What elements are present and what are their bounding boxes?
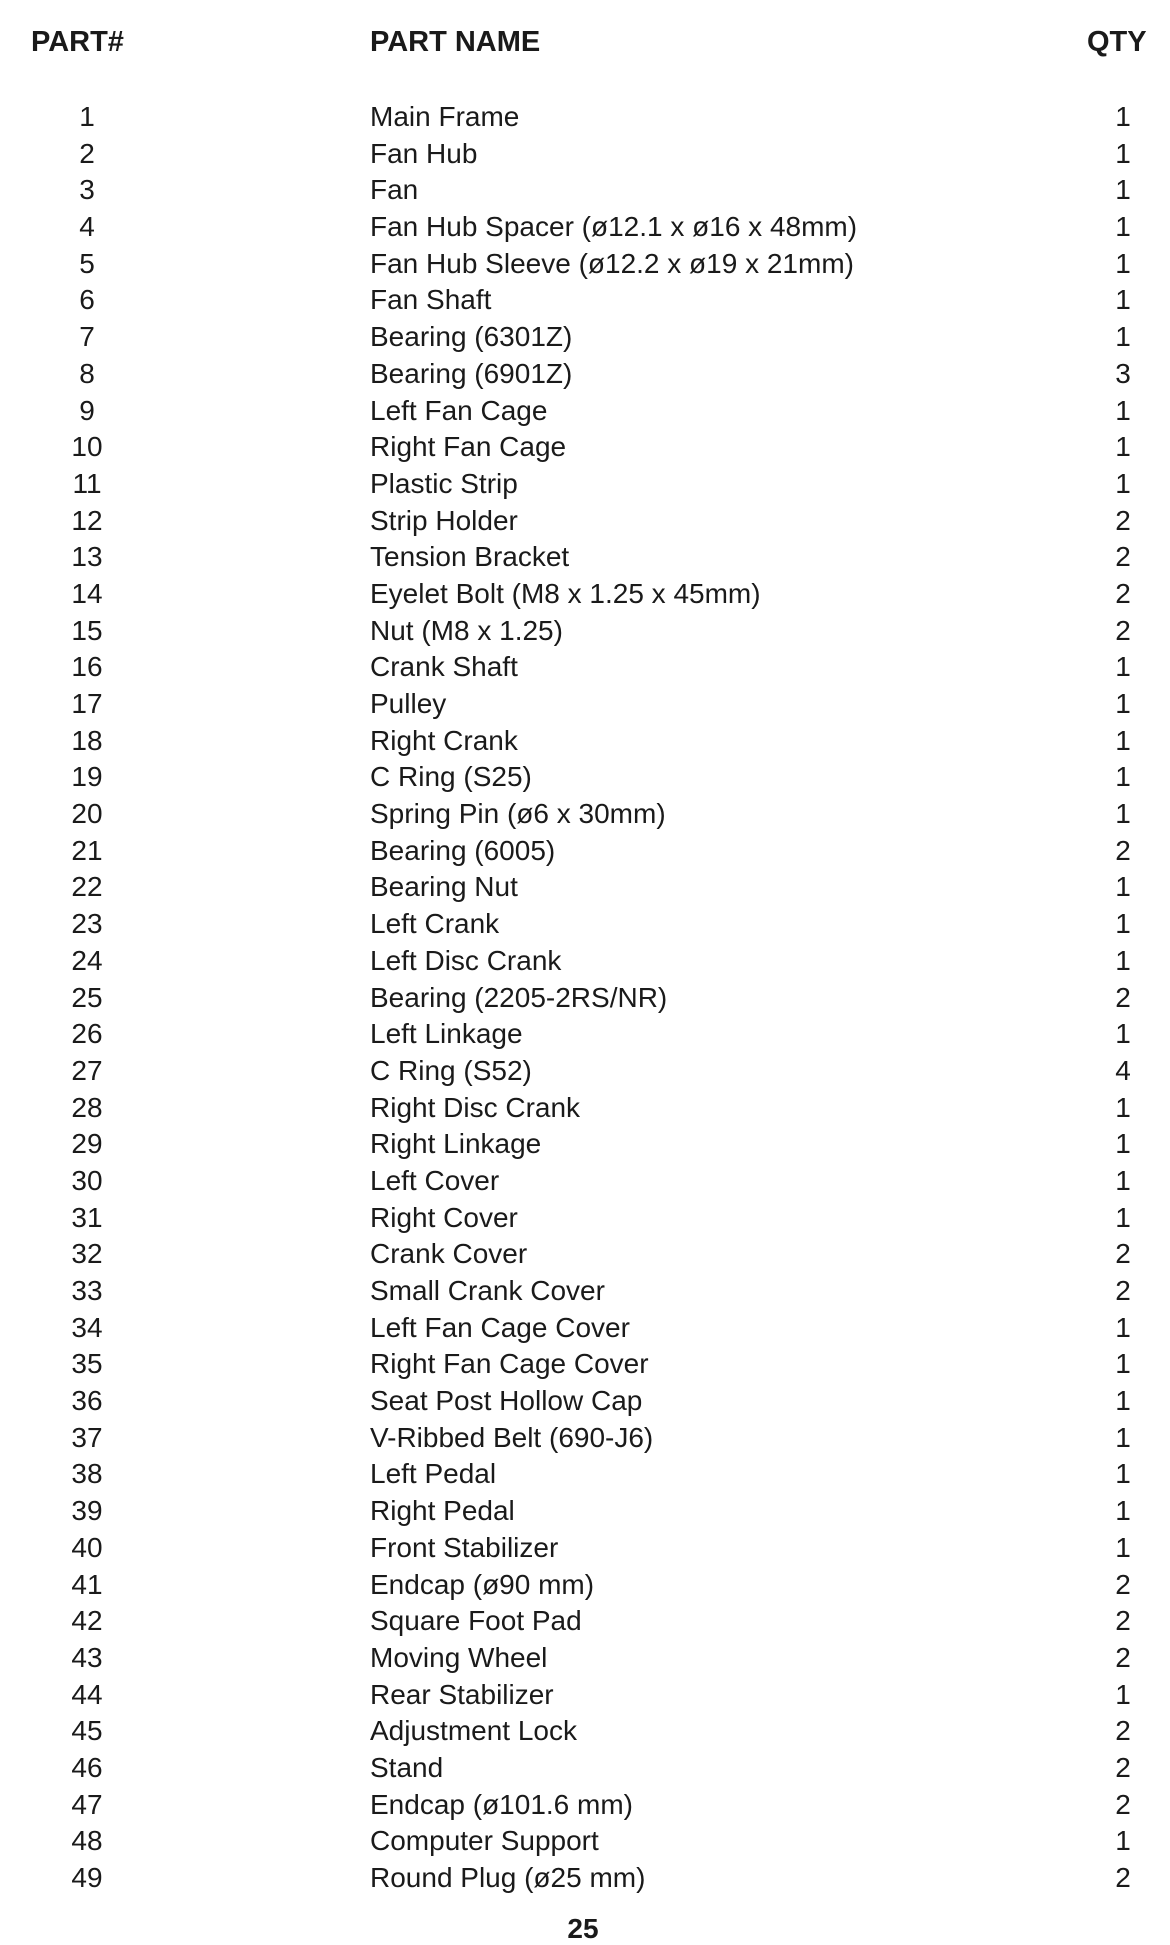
part-number: 6 (79, 284, 95, 316)
part-name: Eyelet Bolt (M8 x 1.25 x 45mm) (370, 577, 761, 609)
part-qty: 1 (1115, 394, 1131, 426)
part-qty: 1 (1115, 1495, 1131, 1527)
table-row (0, 1420, 1170, 1457)
part-name: Crank Cover (370, 1238, 528, 1270)
part-qty: 2 (1115, 1788, 1131, 1820)
part-name: Square Foot Pad (370, 1605, 582, 1637)
part-qty: 1 (1115, 1421, 1131, 1453)
part-number: 42 (71, 1605, 103, 1637)
part-number: 11 (72, 467, 102, 499)
table-row (0, 1236, 1170, 1273)
part-number: 49 (71, 1862, 103, 1893)
part-qty: 1 (1115, 174, 1131, 206)
part-number: 44 (71, 1678, 103, 1710)
part-name: Fan Hub Sleeve (ø12.2 x ø19 x 21mm) (370, 247, 854, 279)
part-name: Left Linkage (370, 1018, 523, 1050)
part-name: Fan (370, 174, 419, 206)
part-name: Small Crank Cover (370, 1275, 605, 1306)
table-row (0, 723, 1170, 760)
part-name: Front Stabilizer (370, 1531, 559, 1563)
part-number: 38 (71, 1458, 103, 1490)
table-row (0, 1126, 1170, 1163)
table-row (0, 833, 1170, 870)
part-number: 35 (71, 1348, 103, 1380)
part-number: 31 (71, 1201, 103, 1233)
part-qty: 1 (1115, 1091, 1131, 1123)
table-row (0, 576, 1170, 613)
table-row (0, 1383, 1170, 1420)
part-number: 40 (71, 1531, 103, 1563)
table-row (0, 1346, 1170, 1383)
part-name: Bearing (6301Z) (370, 321, 573, 353)
part-qty: 1 (1115, 284, 1131, 316)
part-name: Moving Wheel (370, 1641, 548, 1673)
table-row (0, 1016, 1170, 1053)
part-name: Right Disc Crank (370, 1091, 581, 1123)
part-name: Stand (370, 1751, 444, 1783)
part-qty: 2 (1115, 981, 1131, 1013)
table-row (0, 282, 1170, 319)
part-number: 20 (71, 798, 103, 830)
column-header-part-name: PART NAME (370, 26, 541, 58)
part-number: 29 (71, 1128, 103, 1160)
part-number: 43 (71, 1641, 103, 1673)
table-row (0, 1713, 1170, 1750)
part-qty: 3 (1115, 357, 1131, 389)
part-number: 17 (71, 688, 103, 719)
part-qty: 1 (1115, 101, 1131, 132)
part-name: Fan Hub (370, 137, 478, 169)
table-row (0, 1090, 1170, 1127)
part-number: 8 (79, 357, 95, 389)
part-name: Nut (M8 x 1.25) (370, 614, 563, 646)
table-row (0, 1567, 1170, 1604)
part-number: 15 (71, 614, 103, 646)
part-qty: 2 (1115, 577, 1131, 609)
part-qty: 1 (1115, 1825, 1131, 1857)
part-qty: 1 (1115, 431, 1131, 463)
part-qty: 1 (1115, 1385, 1131, 1417)
column-header-qty: QTY (1087, 26, 1147, 58)
part-qty: 1 (1115, 1164, 1131, 1196)
page-number: 25 (567, 1913, 599, 1944)
part-number: 7 (79, 321, 95, 353)
table-row (0, 649, 1170, 686)
part-number: 27 (71, 1054, 103, 1086)
table-row (0, 466, 1170, 503)
table-row (0, 393, 1170, 430)
part-qty: 2 (1115, 1715, 1131, 1747)
table-row (0, 759, 1170, 796)
part-name: Right Cover (370, 1201, 518, 1233)
part-qty: 2 (1115, 541, 1131, 573)
table-row (0, 869, 1170, 906)
parts-table-body (0, 99, 1170, 1897)
part-number: 9 (79, 394, 95, 426)
part-name: Plastic Strip (370, 467, 518, 499)
column-header-part-number: PART# (31, 26, 124, 58)
table-row (0, 1456, 1170, 1493)
part-number: 26 (71, 1018, 103, 1050)
part-qty: 1 (1115, 247, 1131, 279)
part-name: Bearing Nut (370, 871, 518, 903)
part-number: 36 (71, 1385, 103, 1417)
table-row (0, 1640, 1170, 1677)
part-name: Bearing (6005) (370, 834, 556, 866)
part-qty: 2 (1115, 1862, 1131, 1893)
part-name: Left Fan Cage (370, 394, 548, 426)
part-number: 30 (71, 1164, 103, 1196)
part-qty: 1 (1115, 1311, 1131, 1343)
table-row (0, 1053, 1170, 1090)
part-name: Computer Support (370, 1825, 599, 1857)
part-name: Bearing (2205-2RS/NR) (370, 981, 668, 1013)
table-row (0, 1310, 1170, 1347)
part-name: Strip Holder (370, 504, 518, 536)
part-number: 5 (79, 247, 95, 279)
part-number: 14 (71, 577, 103, 609)
part-name: Main Frame (370, 101, 520, 132)
part-qty: 1 (1115, 871, 1131, 903)
part-number: 23 (71, 908, 103, 940)
part-qty: 1 (1115, 798, 1131, 830)
part-number: 48 (71, 1825, 103, 1857)
part-number: 1 (79, 101, 95, 132)
part-qty: 2 (1115, 614, 1131, 646)
part-number: 33 (71, 1275, 103, 1306)
part-qty: 2 (1115, 1275, 1131, 1306)
part-qty: 1 (1115, 137, 1131, 169)
part-number: 41 (71, 1568, 103, 1600)
part-qty: 1 (1115, 944, 1131, 976)
part-number: 47 (71, 1788, 103, 1820)
part-number: 13 (71, 541, 103, 573)
table-row (0, 209, 1170, 246)
part-name: Tension Bracket (370, 541, 570, 573)
part-qty: 1 (1115, 321, 1131, 353)
part-number: 2 (79, 137, 95, 169)
part-qty: 1 (1115, 1348, 1131, 1380)
part-number: 10 (71, 431, 103, 463)
part-number: 21 (71, 834, 103, 866)
part-name: Left Disc Crank (370, 944, 562, 976)
part-qty: 2 (1115, 834, 1131, 866)
part-qty: 2 (1115, 1568, 1131, 1600)
table-row (0, 943, 1170, 980)
table-row (0, 539, 1170, 576)
part-number: 45 (71, 1715, 103, 1747)
table-row (0, 136, 1170, 173)
table-row (0, 503, 1170, 540)
part-number: 4 (79, 211, 95, 243)
part-name: Left Cover (370, 1164, 500, 1196)
part-qty: 1 (1115, 724, 1131, 756)
part-name: Right Fan Cage (370, 431, 567, 463)
part-name: Seat Post Hollow Cap (370, 1385, 643, 1417)
table-row (0, 686, 1170, 723)
part-qty: 1 (1115, 1018, 1131, 1050)
part-name: Bearing (6901Z) (370, 357, 573, 389)
table-row (0, 99, 1170, 136)
table-row (0, 1677, 1170, 1714)
part-number: 37 (71, 1421, 103, 1453)
part-name: C Ring (S52) (370, 1054, 532, 1086)
part-number: 39 (71, 1495, 103, 1527)
part-name: Left Pedal (370, 1458, 497, 1490)
part-qty: 1 (1115, 651, 1131, 683)
table-row (0, 1750, 1170, 1787)
part-qty: 2 (1115, 504, 1131, 536)
part-qty: 1 (1115, 467, 1131, 499)
part-number: 34 (71, 1311, 103, 1343)
part-qty: 2 (1115, 1605, 1131, 1637)
table-row (0, 356, 1170, 393)
table-row (0, 1823, 1170, 1860)
table-row (0, 1200, 1170, 1237)
part-name: Fan Shaft (370, 284, 492, 316)
table-row (0, 172, 1170, 209)
part-number: 24 (71, 944, 103, 976)
part-number: 32 (71, 1238, 103, 1270)
part-qty: 1 (1115, 1678, 1131, 1710)
table-row (0, 796, 1170, 833)
part-qty: 4 (1115, 1054, 1131, 1086)
part-number: 19 (71, 761, 103, 793)
part-name: Left Crank (370, 908, 500, 940)
part-number: 3 (79, 174, 95, 206)
part-qty: 1 (1115, 1458, 1131, 1490)
table-row (0, 906, 1170, 943)
part-number: 12 (71, 504, 103, 536)
table-row (0, 1603, 1170, 1640)
part-name: Right Linkage (370, 1128, 542, 1160)
table-row (0, 1787, 1170, 1824)
table-row (0, 980, 1170, 1017)
part-qty: 1 (1115, 1201, 1131, 1233)
part-qty: 1 (1115, 211, 1131, 243)
part-name: Crank Shaft (370, 651, 518, 683)
part-name: Rear Stabilizer (370, 1678, 554, 1710)
part-name: Fan Hub Spacer (ø12.1 x ø16 x 48mm) (370, 211, 858, 243)
part-number: 28 (71, 1091, 103, 1123)
part-qty: 1 (1115, 688, 1131, 719)
part-name: Round Plug (ø25 mm) (370, 1862, 646, 1893)
table-row (0, 1273, 1170, 1310)
part-name: Right Fan Cage Cover (370, 1348, 649, 1380)
part-name: Pulley (370, 688, 447, 719)
part-name: Spring Pin (ø6 x 30mm) (370, 798, 666, 830)
part-qty: 1 (1115, 1128, 1131, 1160)
part-name: Adjustment Lock (370, 1715, 577, 1747)
part-name: Right Pedal (370, 1495, 515, 1527)
part-name: C Ring (S25) (370, 761, 532, 793)
part-name: Endcap (ø90 mm) (370, 1568, 595, 1600)
part-qty: 1 (1115, 761, 1131, 793)
part-number: 16 (71, 651, 103, 683)
part-qty: 2 (1115, 1238, 1131, 1270)
table-row (0, 1493, 1170, 1530)
part-number: 18 (71, 724, 103, 756)
table-row (0, 1163, 1170, 1200)
part-number: 22 (71, 871, 103, 903)
part-qty: 1 (1115, 1531, 1131, 1563)
table-row (0, 613, 1170, 650)
table-row (0, 1530, 1170, 1567)
table-row (0, 246, 1170, 283)
part-qty: 2 (1115, 1751, 1131, 1783)
part-number: 25 (71, 981, 103, 1013)
part-number: 46 (71, 1751, 103, 1783)
table-row (0, 1860, 1170, 1897)
part-qty: 2 (1115, 1641, 1131, 1673)
table-row (0, 429, 1170, 466)
part-name: V-Ribbed Belt (690-J6) (370, 1421, 654, 1453)
part-name: Endcap (ø101.6 mm) (370, 1788, 633, 1820)
part-qty: 1 (1115, 908, 1131, 940)
table-row (0, 319, 1170, 356)
part-name: Left Fan Cage Cover (370, 1311, 630, 1343)
part-name: Right Crank (370, 724, 518, 756)
